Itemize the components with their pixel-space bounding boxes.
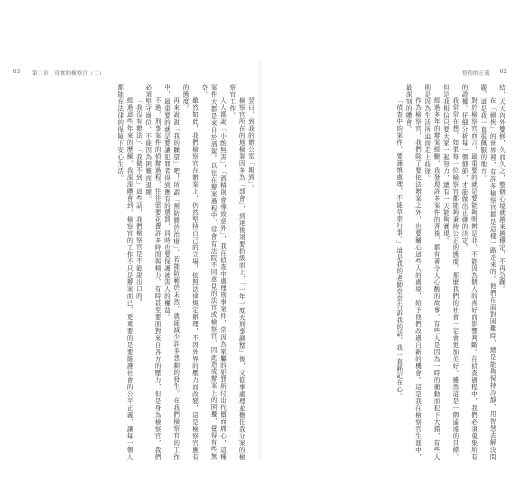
left-paragraph: 不過，刑事案件的偵辦過程，往往需要花費許多時間與精力，有時甚至要面對來自各方的壓力，但是身為檢察官，我們必須堅守崗位，不能因為困難而退縮。 xyxy=(144,84,162,460)
left-page-number: 63 xyxy=(13,69,21,75)
right-paragraph: 「偵查中的案件，要謹慎處理，不能草率行事。」這是我的老師常常告訴我的話，我一直銘記在心。 xyxy=(395,96,404,400)
right-paragraph: 在「劍俠」的世界裡，有許多檢察官都是這樣一路走來的。他們在面對困難時，總是能夠保持冷靜，用智慧去解決問題，這是我一直很佩服的地方。 xyxy=(479,84,497,460)
right-paragraph: 對於檢察官而言，最重要的就是要能夠明辨是非，不能因為個人的喜好而影響判斷。在偵查過程中，我們必須蒐集所有的證據，仔細分析每一個細節，才能做出正確的決定。 xyxy=(460,84,478,460)
left-paragraph: 檢察官所在的地檢署因多為「部會」，到達後須要拾級而上，「一年一度大刑事調整」後，又從事處理並擔任我分案的檢察官工作。 xyxy=(228,84,246,460)
left-paragraph: 「我沒有辦法」、「我做不到」這些話，我們檢察官是不能說出口的。 xyxy=(134,96,143,306)
right-page-number: 62 xyxy=(499,69,507,75)
right-paragraph: 我常常在想，如果每一位檢察官都能夠秉持公正的態度，那麼我們的社會一定會更加美好。雖然這是一個遙遠的目標，但是我相信只要大家一起努力，總有一天能夠實現。 xyxy=(441,84,460,460)
right-page-body xyxy=(265,84,506,460)
left-page-header xyxy=(10,60,258,76)
left-paragraph: 翌日，到我的辦公室「報到」。 xyxy=(247,96,255,191)
left-running-head: 第二章 真實的檢察官（二） xyxy=(32,71,105,77)
left-paragraph: 再來說說「我的願望」吧！所謂「預防勝於治療」，若能防範於未然，就能減少許多悲劇的發生。在我們檢察官的工作中，最重要的就是要讓犯罪者得到應有的懲罰，同時也要保護被害人的權益。 xyxy=(162,84,181,460)
left-page-body xyxy=(18,84,255,460)
left-page xyxy=(10,60,258,460)
right-running-head: 徬徨的正義 xyxy=(462,71,490,77)
right-paragraph: 作為檢察官，我們除了要依法辦案之外，也要關心這些人的處境，給予他們改過自新的機會。這是我在檢察官生涯中，最深刻的體會。 xyxy=(404,84,422,460)
right-page-header xyxy=(262,60,510,76)
left-paragraph: 人人都說「小酌無害」，「酒精則會導致意外」，我在偵查中處理刑事案件，常因為家屬的犯罪所付出代價而痛心，這種案件大都是來自於酒駕。以往在辦案過程中，常會有法院不同意見的法官或檢察官，因此造成辦案上的困擾，覺得有些無奈。 xyxy=(200,84,227,460)
right-paragraph: 經過多年的辦案經驗，我發現許多案件的背後，都有著令人心酸的故事。有些人是因為一時的衝動而犯下大錯，有些人則是因為生活所迫而走上歧途。 xyxy=(423,84,441,460)
left-paragraph: 經過這些年來的歷練，我深深體會到，檢察官的工作不只是辦案而已，更重要的是要維護社會的公平正義，讓每一個人都能在法律的保障下安心生活。 xyxy=(116,84,134,460)
left-paragraph: 雖然如此，我們檢察官在辦案上，仍然堅持自己的立場，依照法律規定辦理，不因外界的壓力而改變，這是檢察官應有的態度。 xyxy=(181,84,199,460)
right-paragraph: 結，天天內外雙修，久而久之，整個心境就越來越穩定，不再急躁。 xyxy=(498,84,506,293)
right-page xyxy=(262,60,510,460)
